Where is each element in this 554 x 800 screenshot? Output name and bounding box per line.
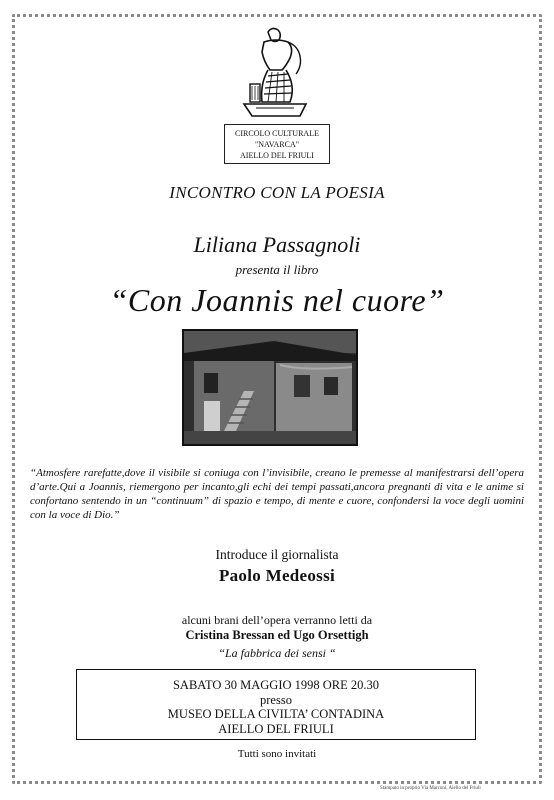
organizer-line-1: CIRCOLO CULTURALE: [235, 129, 319, 138]
event-at: presso: [260, 692, 292, 707]
house-photo: [182, 329, 358, 446]
organizer-box: [224, 124, 330, 164]
book-title: “Con Joannis nel cuore”: [109, 282, 445, 318]
event-details-box: [76, 669, 476, 740]
event-venue: MUSEO DELLA CIVILTA’ CONTADINA: [167, 707, 385, 721]
printer-note: Stampato in proprio Via Marconi, Aiello del Friuli: [380, 786, 481, 791]
organizer-line-2: "NAVARCA": [254, 140, 300, 149]
readings-intro: alcuni brani dell’opera verranno letti da: [181, 613, 373, 627]
event-datetime: SABATO 30 MAGGIO 1998 ORE 20.30: [172, 678, 380, 692]
organizer-line-3: AIELLO DEL FRIULI: [240, 151, 314, 160]
event-place: AIELLO DEL FRIULI: [218, 721, 334, 736]
readers-group: “La fabbrica dei sensi “: [218, 646, 336, 660]
event-title: INCONTRO CON LA POESIA: [169, 183, 385, 202]
invitation-text: Tutti sono invitati: [237, 748, 317, 760]
house-photo-image: [184, 331, 356, 444]
book-quote: “Atmosfere rarefatte,dove il visibile si coniuga con l’invisibile, creano le premesse al manifestrarsi dell’opera d’arte.Qui a Joannis, riemergono per incanto,gli echi dei tempi passati,ancora pregnanti di vita e le anime si confortano sentendo in un “continuum” di spazio e tempo, di mente e cuore, confondersi la voce degli uomini con la voce di Dio.”: [30, 467, 524, 521]
speaker-name: Paolo Medeossi: [218, 566, 336, 585]
readers-names: Cristina Bressan ed Ugo Orsettigh: [185, 628, 369, 642]
classical-statue-logo-icon: [238, 26, 312, 120]
author-name: Liliana Passagnoli: [193, 232, 361, 257]
presents-text: presenta il libro: [235, 262, 319, 277]
introduction-label: Introduce il giornalista: [215, 547, 339, 562]
